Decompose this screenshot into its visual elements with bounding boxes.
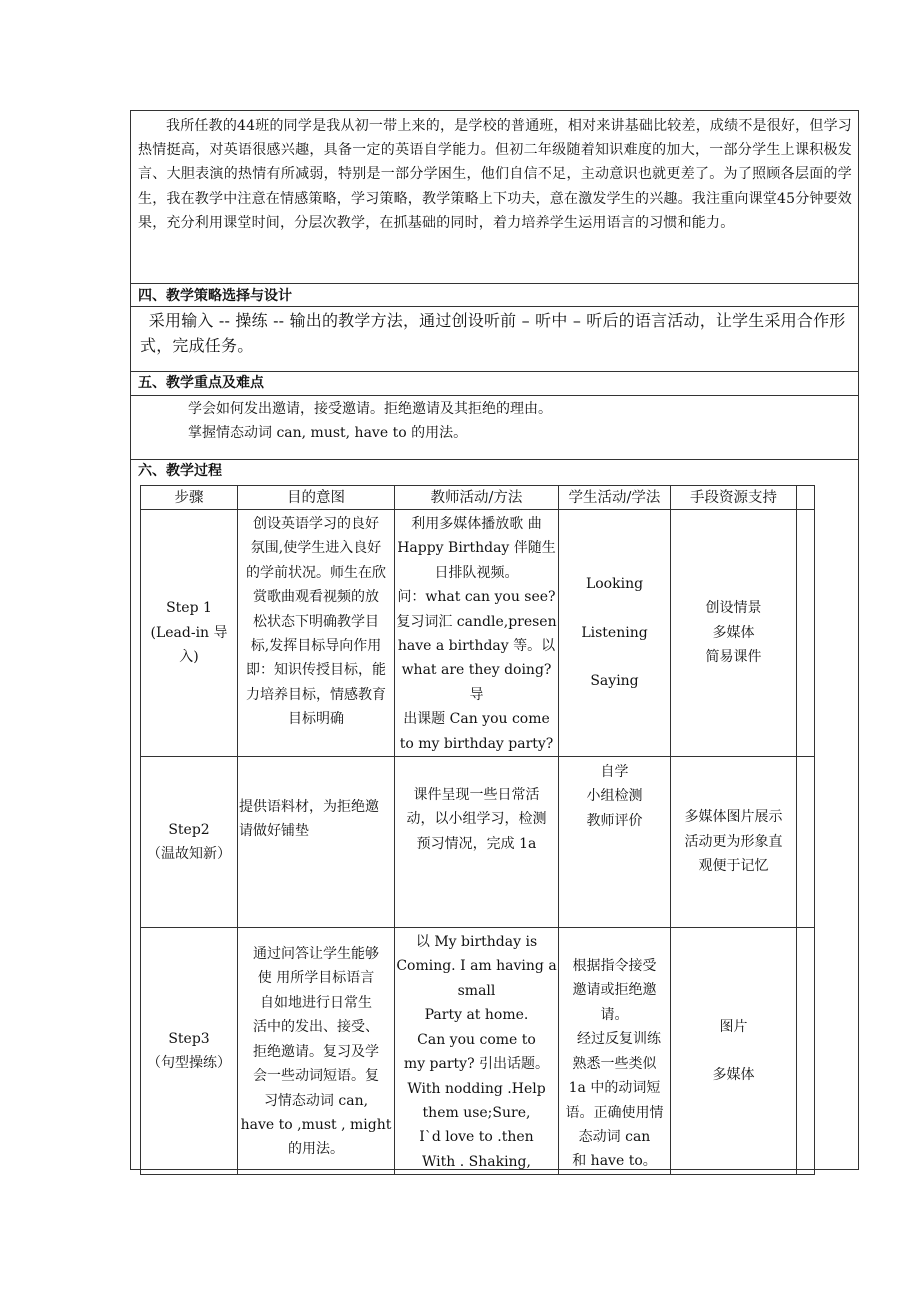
table-header-row (141, 486, 815, 510)
student-activity-cell: 根据指令接受 邀请或拒绝邀 请。 经过反复训练 熟悉一些类似 1a 中的动词短 语。正确使用情 态动词 can 和 have to。 (559, 928, 671, 1175)
header-resources: 手段资源支持 (671, 486, 797, 510)
extra-cell (797, 928, 815, 1175)
divider (130, 283, 859, 284)
teaching-process-table (140, 485, 815, 1175)
resource-cell: 多媒体图片展示 活动更为形象直 观便于记忆 (671, 757, 797, 928)
student-activity-cell: Looking Listening Saying (559, 510, 671, 757)
table-row (141, 928, 815, 1175)
teacher-activity-cell: 课件呈现一些日常活 动，以小组学习，检测 预习情况，完成 1a (395, 757, 559, 928)
section4-heading: 四、教学策略选择与设计 (138, 288, 292, 304)
step-cell: Step 1 (Lead-in 导入) (141, 510, 238, 757)
extra-cell (797, 510, 815, 757)
header-step: 步骤 (141, 486, 238, 510)
section4-text: 采用输入 -- 操练 -- 输出的教学方法，通过创设听前 – 听中 – 听后的语言活动，让学生采用合作形式，完成任务。 (140, 311, 846, 355)
section6-heading: 六、教学过程 (138, 463, 222, 479)
divider (130, 371, 859, 372)
table-row (141, 757, 815, 928)
purpose-cell: 创设英语学习的良好 氛围,使学生进入良好 的学前状况。师生在欣 赏歌曲观看视频的放 松状态下明确教学目 标,发挥目标导向作用 即：知识传授目标，能 力培养目标，情感教育 目标明确 (238, 510, 395, 757)
step-cell: Step2 （温故知新） (141, 757, 238, 928)
section5-line1: 学会如何发出邀请，接受邀请。拒绝邀请及其拒绝的理由。 (188, 401, 552, 417)
section5-line2: 掌握情态动词 can, must, have to 的用法。 (188, 425, 468, 441)
teacher-activity-cell: 以 My birthday is Coming. I am having a small Party at home. Can you come to my party? 引出话题。 With nodding .Help them use;Sure, I`d love to .then With . Shaking, (395, 928, 559, 1175)
divider (130, 395, 859, 396)
table-row (141, 510, 815, 757)
teacher-activity-cell: 利用多媒体播放歌 曲 Happy Birthday 伴随生 日排队视频。 问：what can you see? 复习词汇 candle,presen have a birthday 等。以 what are they doing?导 出课题 Can you come to my birthday party? (395, 510, 559, 757)
intro-paragraph: 我所任教的44班的同学是我从初一带上来的，是学校的普通班，相对来讲基础比较差，成绩不是很好，但学习热情挺高，对英语很感兴趣，具备一定的英语自学能力。但初二年级随着知识难度的加大，一部分学生上课积极发言、大胆表演的热情有所减弱，特别是一部分学困生，他们自信不足，主动意识也就更差了。为了照顾各层面的学生，我在教学中注意在情感策略，学习策略，教学策略上下功夫，意在激发学生的兴趣。我注重向课堂45分钟要效果，充分利用课堂时间，分层次教学，在抓基础的同时，着力培养学生运用语言的习惯和能力。 (138, 118, 853, 231)
header-student-activity: 学生活动/学法 (559, 486, 671, 510)
student-activity-cell: 自学 小组检测 教师评价 (559, 757, 671, 928)
section5-heading: 五、教学重点及难点 (138, 375, 264, 391)
header-teacher-activity: 教师活动/方法 (395, 486, 559, 510)
extra-cell (797, 757, 815, 928)
resource-cell: 图片 多媒体 (671, 928, 797, 1175)
divider (130, 306, 859, 307)
purpose-cell: 通过问答让学生能够 使 用所学目标语言 自如地进行日常生 活中的发出、接受、 拒绝邀请。复习及学 会一些动词短语。复 习情态动词 can, have to ,must , might 的用法。 (238, 928, 395, 1175)
step-cell: Step3 （句型操练） (141, 928, 238, 1175)
purpose-cell: 提供语料材，为拒绝邀 请做好铺垫 (238, 757, 395, 928)
header-purpose: 目的意图 (238, 486, 395, 510)
resource-cell: 创设情景 多媒体 简易课件 (671, 510, 797, 757)
divider (130, 459, 859, 460)
header-extra (797, 486, 815, 510)
